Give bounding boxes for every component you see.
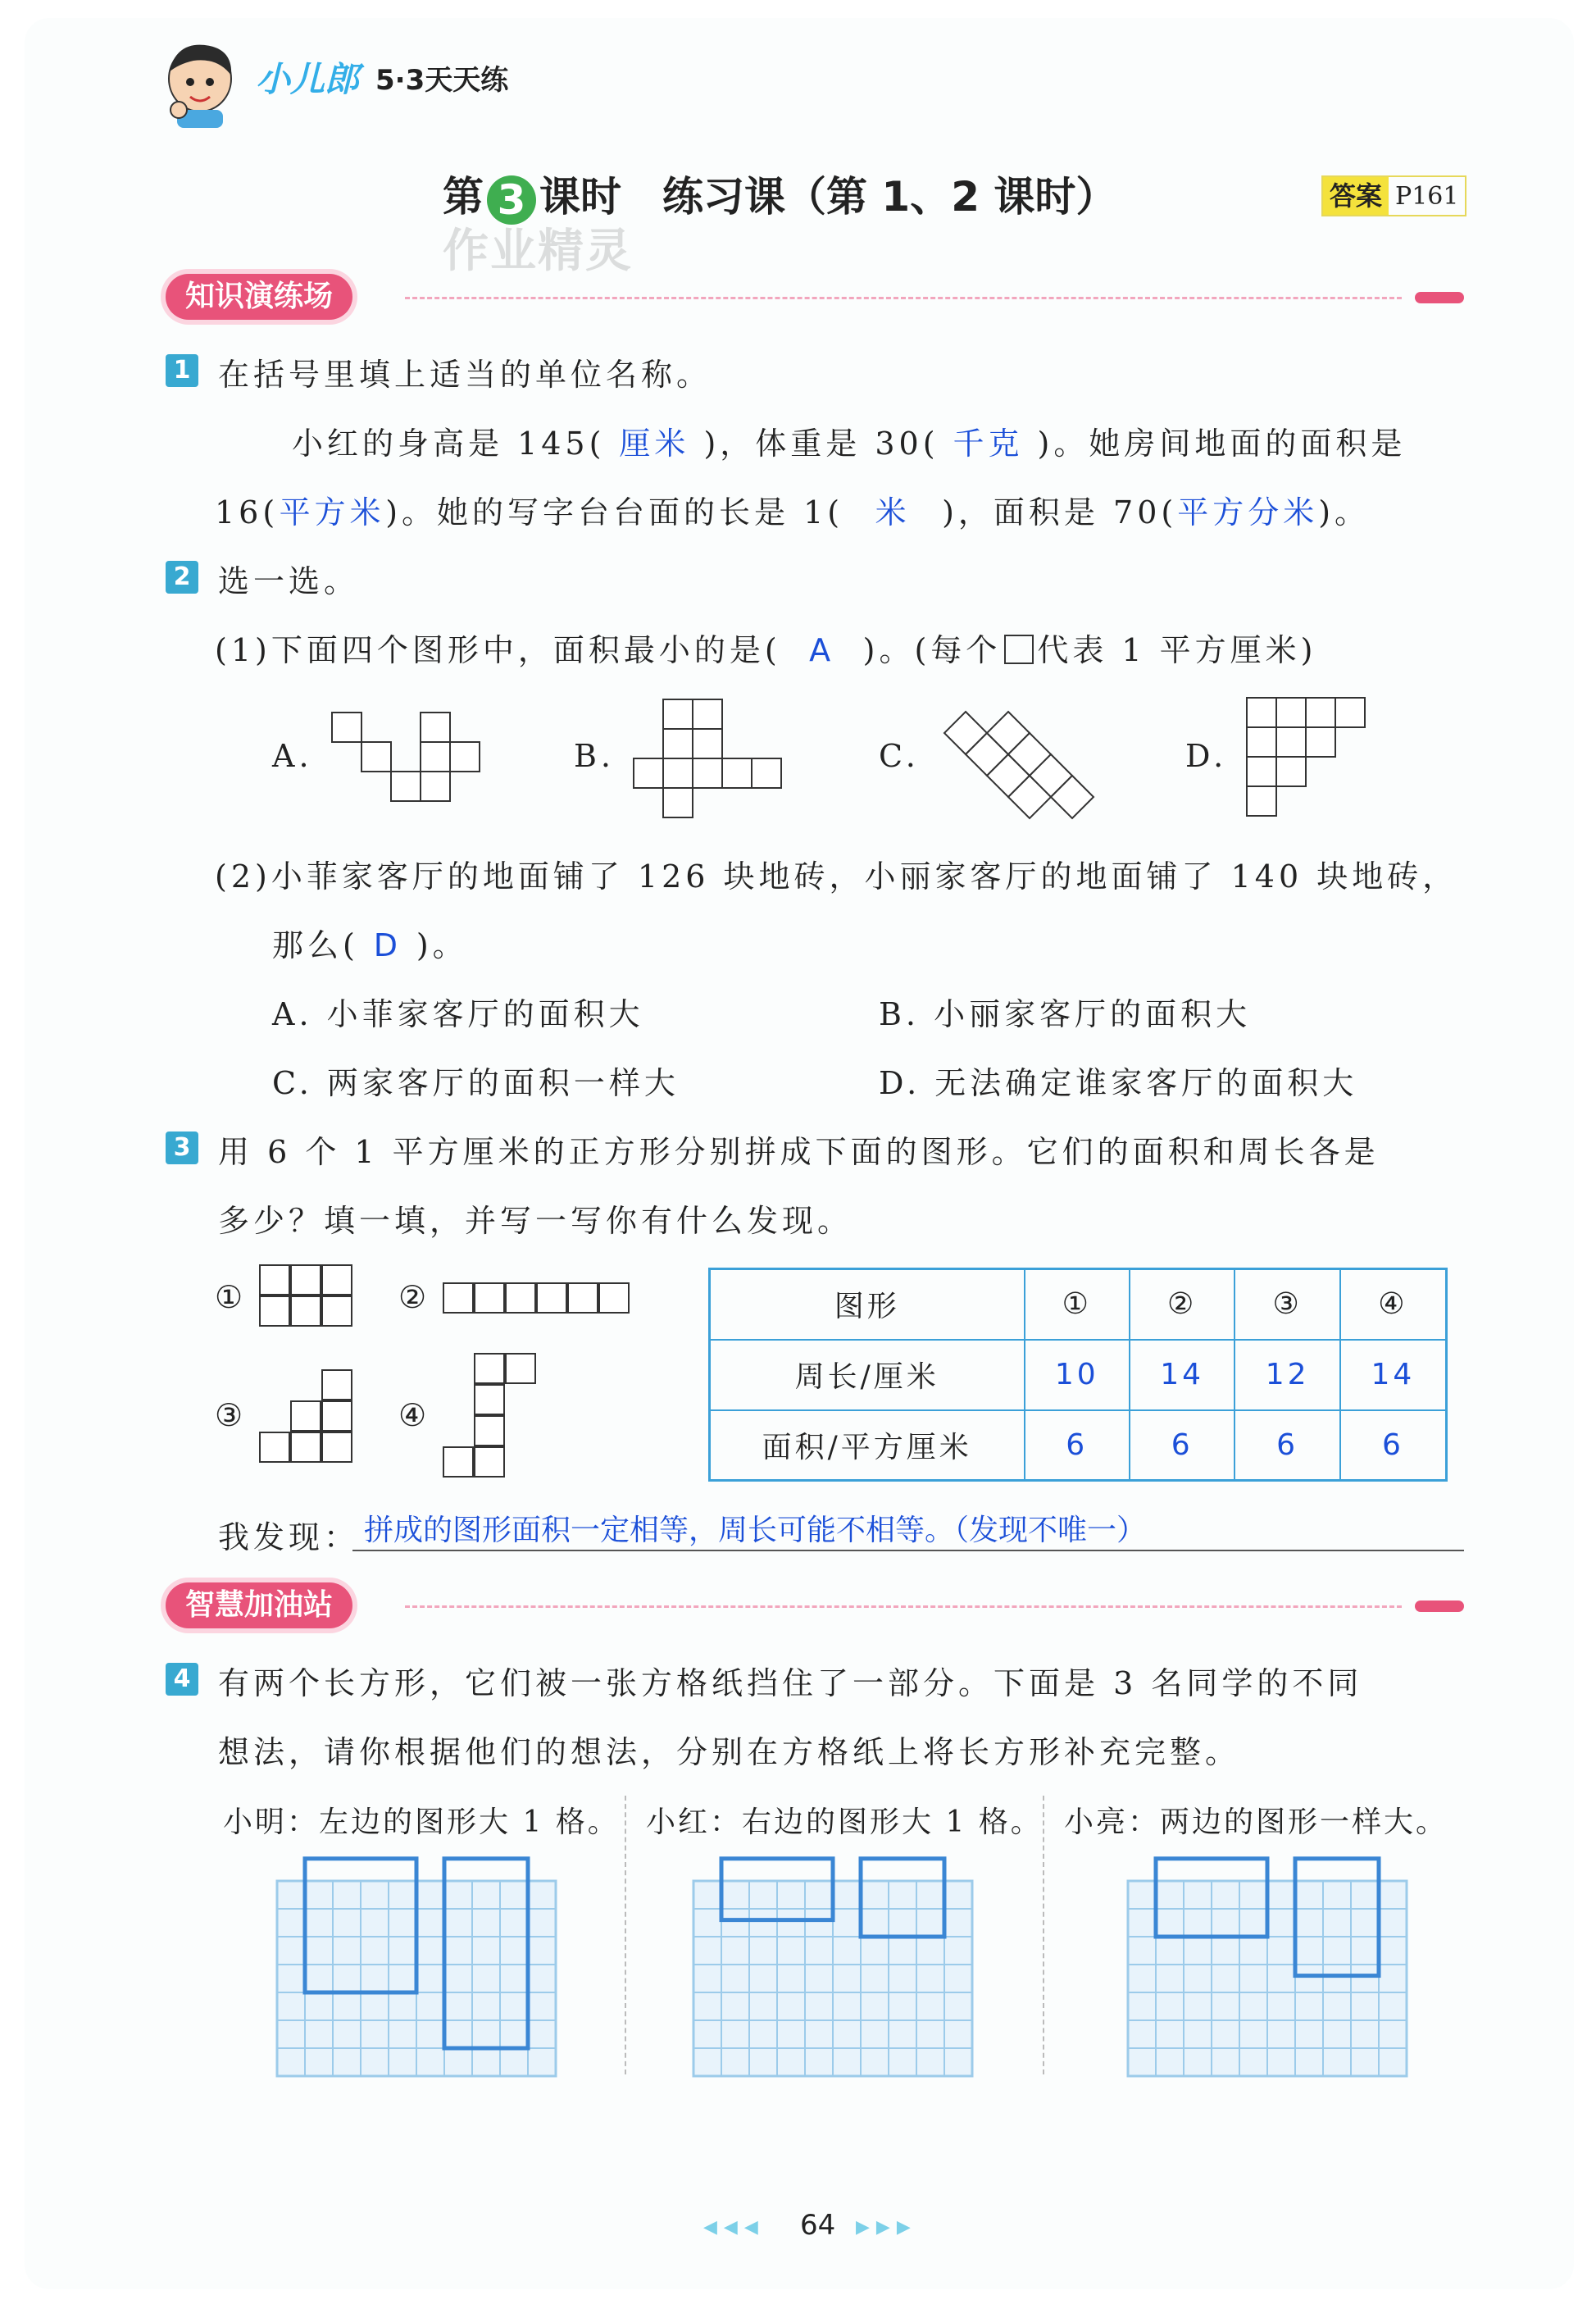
- q1-prompt: 在括号里填上适当的单位名称。: [218, 357, 712, 393]
- column-divider: [625, 1796, 626, 2074]
- q4-line2: 想法，请你根据他们的想法，分别在方格纸上将长方形补充完整。: [218, 1734, 1241, 1770]
- q2-answer-2: D: [373, 927, 402, 963]
- pencil-icon-2: [1415, 1601, 1464, 1612]
- q2-part1: (1)下面四个图形中，面积最小的是( A )。(每个 代表 1 平方厘米): [215, 632, 1317, 668]
- q2-answer-1: A: [809, 632, 835, 668]
- figure-2: [443, 1282, 633, 1315]
- q2-choice-b: B. 小丽家客厅的面积大: [879, 996, 1252, 1032]
- answer-page: P161: [1395, 181, 1459, 211]
- page-number: 64: [800, 2209, 836, 2242]
- grid-paper-xiaoming: [274, 1855, 566, 2081]
- finding-answer: 拼成的图形面积一定相等，周长可能不相等。（发现不唯一）: [364, 1514, 1147, 1547]
- shape-b: [633, 699, 797, 822]
- figure-1: [259, 1264, 354, 1328]
- watermark: 作业精灵: [443, 225, 633, 278]
- q3-line1: 用 6 个 1 平方厘米的正方形分别拼成下面的图形。它们的面积和周长各是: [218, 1134, 1380, 1170]
- grid-paper-xiaoliang: [1125, 1855, 1416, 2081]
- mascot-logo: [161, 39, 239, 128]
- column-divider: [1043, 1796, 1044, 2074]
- shape-a: [331, 712, 495, 818]
- grid-paper-xiaohong: [690, 1855, 982, 2081]
- q1-answer-desk: 平方分米: [1177, 494, 1319, 530]
- perimeter-3: 12: [1235, 1340, 1339, 1410]
- perimeter-4: 14: [1340, 1340, 1447, 1410]
- student-xiaoliang: 小亮：两边的图形一样大。: [1064, 1805, 1448, 1839]
- q1-answer-room: 平方米: [279, 494, 385, 530]
- question-number-3: 3: [166, 1132, 198, 1164]
- q2-choice-a: A. 小菲家客厅的面积大: [272, 996, 644, 1032]
- option-b-label: B.: [574, 738, 616, 774]
- area-1: 6: [1025, 1410, 1130, 1481]
- title-suffix: 课时 练习课（第 1、2 课时）: [539, 173, 1117, 221]
- option-d-label: D.: [1185, 738, 1228, 774]
- series-name: 5·3天天练: [375, 64, 509, 97]
- question-number-1: 1: [166, 354, 198, 387]
- table-header-shape: 图形: [710, 1269, 1025, 1340]
- finding-line: [352, 1550, 1464, 1551]
- table-col-4: ④: [1340, 1269, 1447, 1340]
- table-row-perimeter-label: 周长/厘米: [710, 1340, 1025, 1410]
- table-row: [710, 1410, 1447, 1481]
- unit-square-icon: [1004, 635, 1034, 664]
- answer-ref: [1321, 175, 1466, 216]
- section-banner-knowledge: 知识演练场: [166, 274, 352, 320]
- arrows-left-icon: ◀◀◀: [703, 2217, 765, 2238]
- q3-table: [708, 1268, 1448, 1482]
- q4-line1: 有两个长方形，它们被一张方格纸挡住了一部分。下面是 3 名同学的不同: [218, 1665, 1363, 1701]
- area-4: 6: [1340, 1410, 1447, 1481]
- area-3: 6: [1235, 1410, 1339, 1481]
- arrows-right-icon: ▶▶▶: [856, 2217, 917, 2238]
- q1-answer-height: 厘米: [619, 426, 690, 462]
- q2-prompt: 选一选。: [218, 563, 360, 599]
- q2-part2-line2: 那么( D )。: [272, 927, 468, 963]
- table-col-1: ①: [1025, 1269, 1130, 1340]
- q1-line2: 16(平方米)。她的写字台台面的长是 1( 米 )，面积是 70(平方分米)。: [215, 487, 1370, 532]
- section-divider-2: [405, 1605, 1402, 1608]
- table-row: [710, 1340, 1447, 1410]
- q3-line2: 多少？填一填，并写一写你有什么发现。: [218, 1203, 853, 1239]
- table-col-3: ③: [1235, 1269, 1339, 1340]
- section-divider: [405, 297, 1402, 299]
- shape-c: [943, 703, 1098, 826]
- fig-label-4: ④: [398, 1397, 431, 1433]
- q2-choice-d: D. 无法确定谁家客厅的面积大: [879, 1065, 1358, 1101]
- finding-label: 我发现：: [218, 1519, 360, 1555]
- fig-label-2: ②: [398, 1279, 431, 1315]
- answer-label: 答案: [1323, 177, 1389, 215]
- question-number-2: 2: [166, 561, 198, 594]
- option-c-label: C.: [879, 738, 920, 774]
- q2-part2-line1: (2)小菲家客厅的地面铺了 126 块地砖，小丽家客厅的地面铺了 140 块地砖，: [215, 858, 1458, 895]
- q1-answer-weight: 千克: [953, 426, 1024, 462]
- fig-label-3: ③: [215, 1397, 248, 1433]
- brand-name: 小儿郎: [256, 59, 360, 99]
- perimeter-2: 14: [1130, 1340, 1235, 1410]
- student-xiaohong: 小红：右边的图形大 1 格。: [646, 1805, 1043, 1839]
- table-row-area-label: 面积/平方厘米: [710, 1410, 1025, 1481]
- q1-answer-length: 米: [875, 494, 911, 530]
- perimeter-1: 10: [1025, 1340, 1130, 1410]
- table-col-2: ②: [1130, 1269, 1235, 1340]
- option-a-label: A.: [272, 738, 313, 774]
- fig-label-1: ①: [215, 1279, 248, 1315]
- title-prefix: 第: [443, 173, 484, 221]
- figure-4: [443, 1353, 538, 1479]
- pencil-icon: [1415, 292, 1464, 303]
- section-banner-wisdom: 智慧加油站: [166, 1582, 352, 1628]
- shape-d: [1246, 697, 1410, 828]
- student-xiaoming: 小明：左边的图形大 1 格。: [223, 1805, 620, 1839]
- q1-line1: 小红的身高是 145( 厘米 )，体重是 30( 千克 )。她房间地面的面积是: [292, 418, 1406, 463]
- question-number-4: 4: [166, 1663, 198, 1696]
- table-row: [710, 1269, 1447, 1340]
- lesson-number-badge: 3: [487, 175, 536, 225]
- figure-3: [259, 1369, 354, 1464]
- area-2: 6: [1130, 1410, 1235, 1481]
- q2-choice-c: C. 两家客厅的面积一样大: [272, 1065, 680, 1101]
